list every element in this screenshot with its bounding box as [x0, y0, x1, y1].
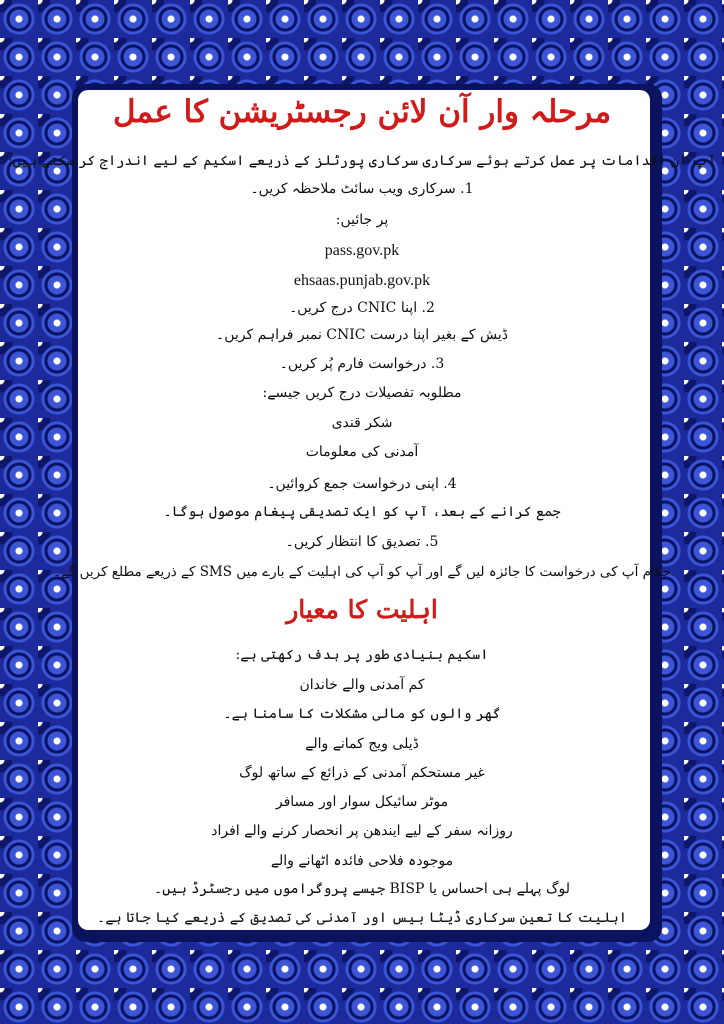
step-3-heading: 3. درخواست فارم پُر کریں۔	[279, 356, 445, 372]
eligibility-footer-note: اہلیت کا تعین سرکاری ڈیٹا بیس اور آمدنی کی تصدیق کے ذریعے کیا جاتا ہے۔	[97, 910, 627, 926]
eligibility-item-6: روزانہ سفر کے لیے ایندھن پر انحصار کرنے والے افراد	[211, 823, 513, 839]
go-to-label: پر جائیں:	[335, 212, 389, 228]
eligibility-intro: اسکیم بنیادی طور پر ہدف رکھتی ہے:	[235, 647, 489, 663]
intro-text: آپ ان اقدامات پر عمل کرتے ہوئے سرکاری سرکاری پورٹلز کے ذریعے اسکیم کے لیے اندراج کر سکتے ہیں:	[7, 153, 717, 169]
eligibility-item-4: غیر مستحکم آمدنی کے ذرائع کے ساتھ لوگ	[239, 765, 485, 781]
step-3-detail: مطلوبہ تفصیلات درج کریں جیسے:	[262, 385, 462, 401]
url-pass: pass.gov.pk	[324, 242, 400, 259]
registration-title: مرحلہ وار آن لائن رجسٹریشن کا عمل	[112, 94, 612, 130]
eligibility-title: اہلیت کا معیار	[286, 595, 438, 624]
eligibility-item-5: موٹر سائیکل سوار اور مسافر	[275, 794, 449, 810]
eligibility-item-3: ڈیلی ویج کمانے والے	[305, 736, 419, 752]
step-2-detail: ڈیش کے بغیر اپنا درست CNIC نمبر فراہم کریں۔	[216, 327, 508, 343]
step-2-heading: 2. اپنا CNIC درج کریں۔	[289, 300, 435, 316]
eligibility-item-7: موجودہ فلاحی فائدہ اٹھانے والے	[270, 853, 454, 869]
step-5-detail: حکام آپ کی درخواست کا جائزہ لیں گے اور آپ کو آپ کی اہلیت کے بارے میں SMS کے ذریعے مطلع کریں گے۔	[53, 564, 671, 580]
url-ehsaas: ehsaas.punjab.gov.pk	[293, 272, 431, 289]
eligibility-item-2: گھر والوں کو مالی مشکلات کا سامنا ہے۔	[223, 706, 501, 722]
detail-item-2: آمدنی کی معلومات	[305, 444, 419, 460]
step-5-heading: 5. تصدیق کا انتظار کریں۔	[285, 534, 439, 550]
detail-item-1: شکر قندی	[331, 415, 393, 431]
eligibility-item-8: لوگ پہلے ہی احساس یا BISP جیسے پروگراموں میں رجسٹرڈ ہیں۔	[153, 881, 571, 897]
step-4-detail: جمع کرانے کے بعد، آپ کو ایک تصدیقی پیغام موصول ہوگا۔	[163, 504, 561, 520]
step-4-heading: 4. اپنی درخواست جمع کروائیں۔	[267, 476, 457, 492]
eligibility-item-1: کم آمدنی والے خاندان	[299, 677, 425, 693]
step-1-heading: 1. سرکاری ویب سائٹ ملاحظہ کریں۔	[250, 181, 474, 197]
